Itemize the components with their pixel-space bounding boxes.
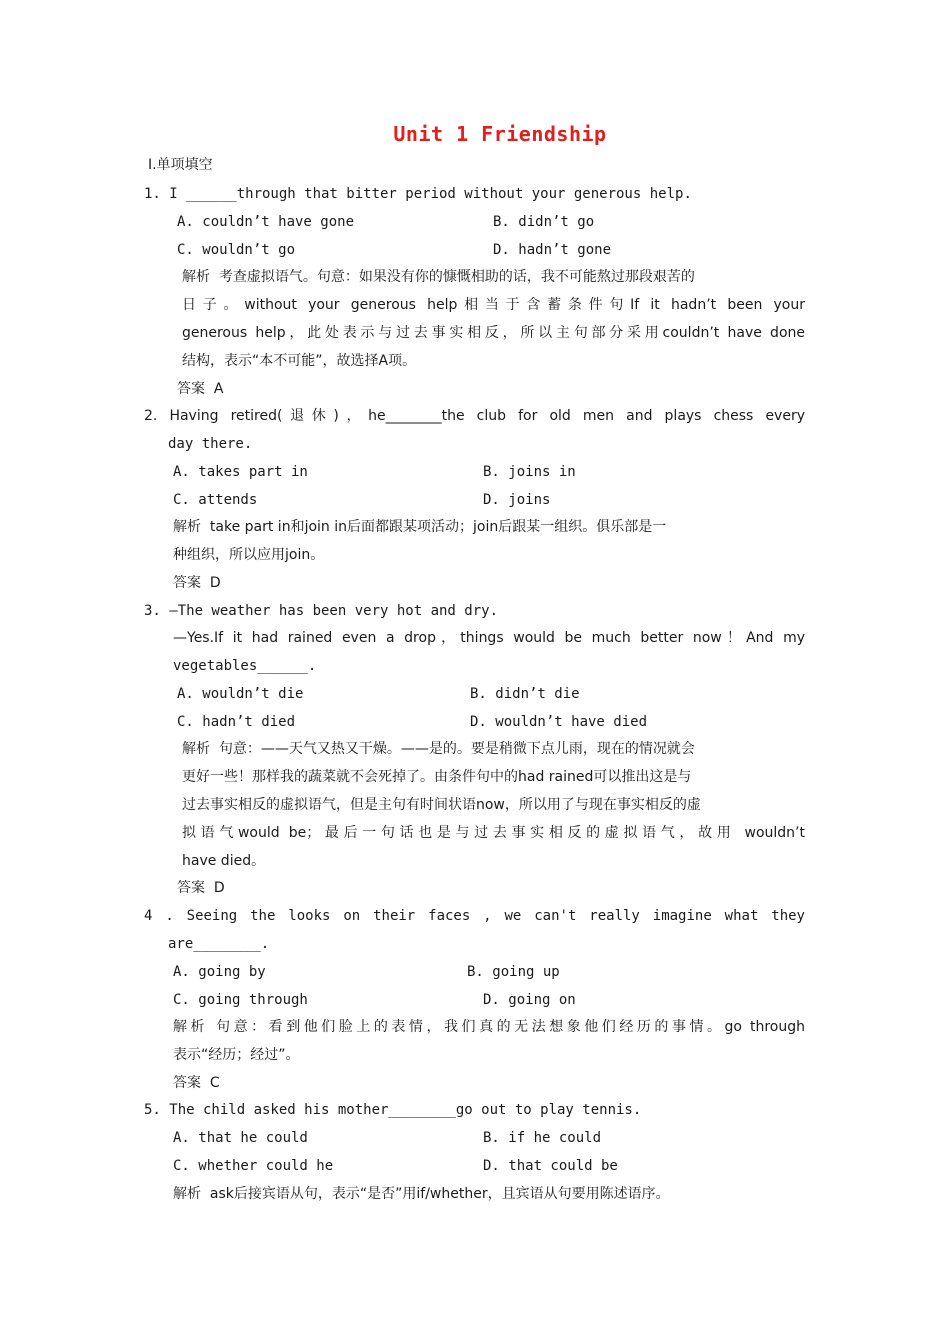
question-3-explanation-line: 过去事实相反的虚拟语气，但是主句有时间状语now，所以用了与现在事实相反的虚	[182, 797, 701, 813]
question-3-option-d: D. wouldn’t have died	[470, 714, 648, 730]
question-4-answer: 答案 C	[173, 1075, 220, 1091]
question-2-option-b: B. joins in	[483, 464, 576, 480]
question-4-option-b: B. going up	[467, 964, 560, 980]
question-2-explanation-line: 种组织，所以应用join。	[173, 547, 325, 563]
question-1-option-b: B. didn’t go	[493, 214, 595, 230]
question-4-explanation-line: 解析 句意：看到他们脸上的表情，我们真的无法想象他们经历的事情。go through	[173, 1019, 805, 1035]
question-1-option-c: C. wouldn’t go	[177, 242, 296, 258]
section-heading: Ⅰ.单项填空	[148, 157, 213, 173]
question-5-stem: 5. The child asked his mother________go out to play tennis.	[144, 1102, 642, 1118]
question-1-explanation-line: 解析 考查虚拟语气。句意：如果没有你的慷慨相助的话，我不可能熬过那段艰苦的	[182, 269, 695, 285]
question-3-option-c: C. hadn’t died	[177, 714, 296, 730]
question-3-stem-continued: vegetables______.	[173, 658, 317, 674]
question-4-stem-continued: are________.	[168, 936, 270, 952]
question-3-answer: 答案 D	[177, 880, 225, 896]
question-4-option-a: A. going by	[173, 964, 266, 980]
question-4-explanation-line: 表示“经历；经过”。	[173, 1047, 300, 1063]
question-3-option-a: A. wouldn’t die	[177, 686, 304, 702]
question-1-option-d: D. hadn’t gone	[493, 242, 612, 258]
question-1-stem: 1. I ______through that bitter period without your generous help.	[144, 186, 692, 202]
question-3-stem-continued: —Yes.If it had rained even a drop，things would be much better now！And my	[173, 630, 805, 646]
question-3-stem: 3. —The weather has been very hot and dry.	[144, 603, 499, 619]
question-2-answer: 答案 D	[173, 575, 221, 591]
question-4-stem: 4 . Seeing the looks on their faces , we can't really imagine what they	[144, 908, 805, 924]
question-2-stem: 2. Having retired(退休)，he________the club for old men and plays chess every	[144, 408, 805, 424]
question-5-option-a: A. that he could	[173, 1130, 308, 1146]
question-2-option-a: A. takes part in	[173, 464, 308, 480]
question-5-explanation-line: 解析 ask后接宾语从句，表示“是否”用if/whether，且宾语从句要用陈述语序。	[173, 1186, 670, 1202]
question-2-stem-continued: day there.	[168, 436, 253, 452]
question-2-explanation-line: 解析 take part in和join in后面都跟某项活动；join后跟某一组织。俱乐部是一	[173, 519, 667, 535]
question-5-option-c: C. whether could he	[173, 1158, 334, 1174]
question-4-option-c: C. going through	[173, 992, 308, 1008]
question-3-explanation-line: 拟语气would be；最后一句话也是与过去事实相反的虚拟语气，故用 wouldn’t	[182, 825, 805, 841]
question-3-explanation-line: 解析 句意：——天气又热又干燥。——是的。要是稍微下点儿雨，现在的情况就会	[182, 741, 695, 757]
question-3-option-b: B. didn’t die	[470, 686, 580, 702]
question-4-option-d: D. going on	[483, 992, 576, 1008]
question-5-option-b: B. if he could	[483, 1130, 602, 1146]
question-2-option-c: C. attends	[173, 492, 258, 508]
question-1-explanation-line: 日子。without your generous help相当于含蓄条件句If it hadn’t been your	[182, 297, 805, 313]
page-title: Unit 1 Friendship	[393, 122, 607, 146]
question-1-option-a: A. couldn’t have gone	[177, 214, 355, 230]
question-3-explanation-line: 更好一些！那样我的蔬菜就不会死掉了。由条件句中的had rained可以推出这是与	[182, 769, 692, 785]
question-3-explanation-line: have died。	[182, 853, 266, 869]
question-2-option-d: D. joins	[483, 492, 551, 508]
question-1-explanation-line: 结构，表示“本不可能”，故选择A项。	[182, 353, 417, 369]
question-1-explanation-line: generous help，此处表示与过去事实相反，所以主句部分采用couldn’t have done	[182, 325, 805, 341]
question-5-option-d: D. that could be	[483, 1158, 618, 1174]
question-1-answer: 答案 A	[177, 381, 224, 397]
